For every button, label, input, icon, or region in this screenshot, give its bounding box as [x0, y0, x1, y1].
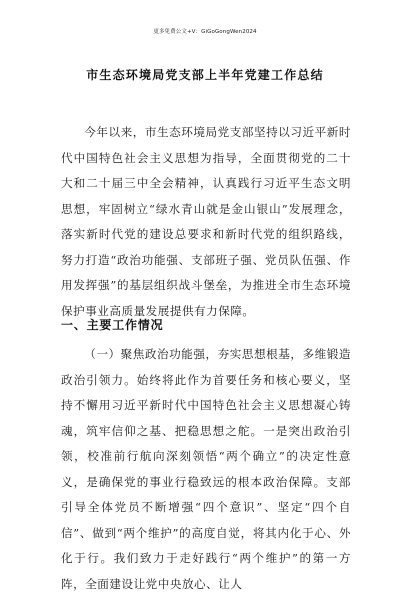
header-note: 更多免费公文+V：GiGoGongWen2024	[153, 29, 257, 35]
intro-paragraph: 今年以来，市生态环境局党支部坚持以习近平新时代中国特色社会主义思想为指导，全面贯彻党的二十大和二十届三中全会精神，认真践行习近平生态文明思想，牢固树立“绿水青山就是金山银山”发展理念，落实新时代党的建设总要求和新时代党的组织路线，努力打造“政治功能强、支部班子强、党员队伍强、作用发挥强”的基层组织战斗堡垒，为推进全市生态环境保护事业高质量发展提供有力保障。	[61, 125, 351, 318]
document-title: 市生态环境局党支部上半年党建工作总结	[86, 68, 324, 82]
body-paragraph: （一）聚焦政治功能强，夯实思想根基，多维锻造政治引领力。始终将此作为首要任务和核心要义，坚持不懈用习近平新时代中国特色社会主义思想凝心铸魂，筑牢信仰之基、把稳思想之舵。一是突出政治引领，校准前行航向深刻领悟“两个确立”的决定性意义，是确保党的事业行稳致远的根本政治保障。支部引导全体党员不断增强“四个意识”、坚定“四个自信”、做到“两个维护”的高度自觉，将其内化于心、外化于行。我们致力于走好践行“两个维护”的第一方阵，全面建设让党中央放心、让人	[61, 347, 351, 591]
section-heading: 一、主要工作情况	[61, 318, 164, 332]
